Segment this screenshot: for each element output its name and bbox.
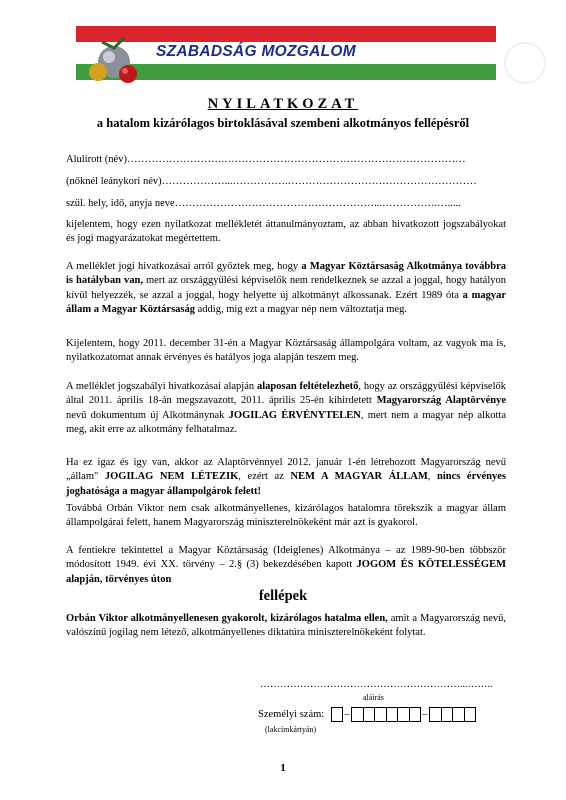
document-subtitle: a hatalom kizárólagos birtoklásával szembeni alkotmányos fellépésről xyxy=(96,116,470,130)
document-title: NYILATKOZAT xyxy=(207,96,359,112)
id-dash: – xyxy=(422,709,428,720)
name-field[interactable]: Alulírott (név)……………………….…………………………………………………………… xyxy=(66,154,466,165)
id-note: (lakcímkártyán) xyxy=(265,725,317,734)
id-label: Személyi szám: xyxy=(258,709,325,720)
id-number-row xyxy=(258,707,475,722)
faint-logo-icon xyxy=(500,38,550,88)
id-box[interactable] xyxy=(464,707,477,722)
paragraph-6: Továbbá Orbán Viktor nem csak alkotmányellenes, kizárólagos hatalomra törekszik a magyar állam állampolgárai felett, hanem Magyarország miniszterelnökeként már azt is gyakorol. xyxy=(66,503,506,529)
birth-data-field[interactable]: szül. hely, idő, anyja neve…………………………………………………...…………….…..... xyxy=(66,198,461,209)
signature-label: aláírás xyxy=(363,693,384,702)
header-banner xyxy=(76,18,496,84)
id-dash: – xyxy=(344,709,350,720)
paragraph-8: Orbán Viktor alkotmányellenesen gyakorolt, kizárólagos hatalma ellen, amit a Magyarország nevű, valószínű jogilag nem létező, alkotmányellenes diktatúra miniszterelnökeként folytat. xyxy=(66,613,506,639)
paragraph-3: Kijelentem, hogy 2011. december 31-én a Magyar Köztársaság állampolgára voltam, az vagyok ma is, nyilatkozatomat annak érvényes és hatályos joga alapján teszem meg. xyxy=(66,338,506,364)
personal-fields xyxy=(66,154,506,220)
id-number-boxes[interactable] xyxy=(331,707,476,722)
paragraph-2: A melléklet jogi hivatkozásai arról győztek meg, hogy a Magyar Köztársaság Alkotmánya továbbra is hatályban van, mert az országgyűlési képviselők nem rendelkeznek se azzal a joggal, hogy hatályon kívül helyezzék, se azzal a joggal, hogy helyette új alkotmányt alkossanak. Ezért 1989 óta a magyar állam a Magyar Köztársaság addig, míg ezt a magyar nép nem változtatja meg. xyxy=(66,261,507,316)
christmas-ornament-icon xyxy=(84,28,144,88)
paragraph-5: Ha ez igaz és így van, akkor az Alaptörvénnyel 2012. január 1-én létrehozott Magyarország nevű „állam" JOGILAG NEM LÉTEZIK, ezért az NEM A MAGYAR ÁLLAM, nincs érvényes joghatósága a magyar állampolgárok felett! xyxy=(66,457,507,497)
fellepek-heading: fellépek xyxy=(258,588,308,604)
page-number: 1 xyxy=(280,762,286,774)
paragraph-7: A fentiekre tekintettel a Magyar Köztársaság (Ideiglenes) Alkotmánya – az 1989-90-ben többször módosított 1949. évi XX. törvény – 2.§ (3) bekezdésében kapott JOGOM ÉS KÖTELESSÉGEM alapján, törvényes úton xyxy=(66,545,506,585)
maiden-name-field[interactable]: (nőknél leánykori név)………………...…………….……………………………………………… xyxy=(66,176,477,187)
signature-line[interactable]: ……………………………………………………...…….. xyxy=(260,679,493,690)
paragraph-4: A melléklet jogszabályi hivatkozásai alapján alaposan feltételezhető, hogy az országgyűlési képviselők által 2011. április 18-án megszavazott, 2011. április 25-én kihirdetett Magyarország Alaptörvénye nevű dokumentum új Alkotmánynak JOGILAG ÉRVÉNYTELEN, mert nem a magyar nép alkotta meg, akit erre az alkotmány felhatalmaz. xyxy=(66,381,507,436)
paragraph-1: kijelentem, hogy ezen nyilatkozat mellékletét áttanulmányoztam, az abban hivatkozott jogszabályokat és jogi magyarázatokat megértettem. xyxy=(66,219,506,245)
banner-title: SZABADSÁG MOZGALOM xyxy=(156,43,356,60)
